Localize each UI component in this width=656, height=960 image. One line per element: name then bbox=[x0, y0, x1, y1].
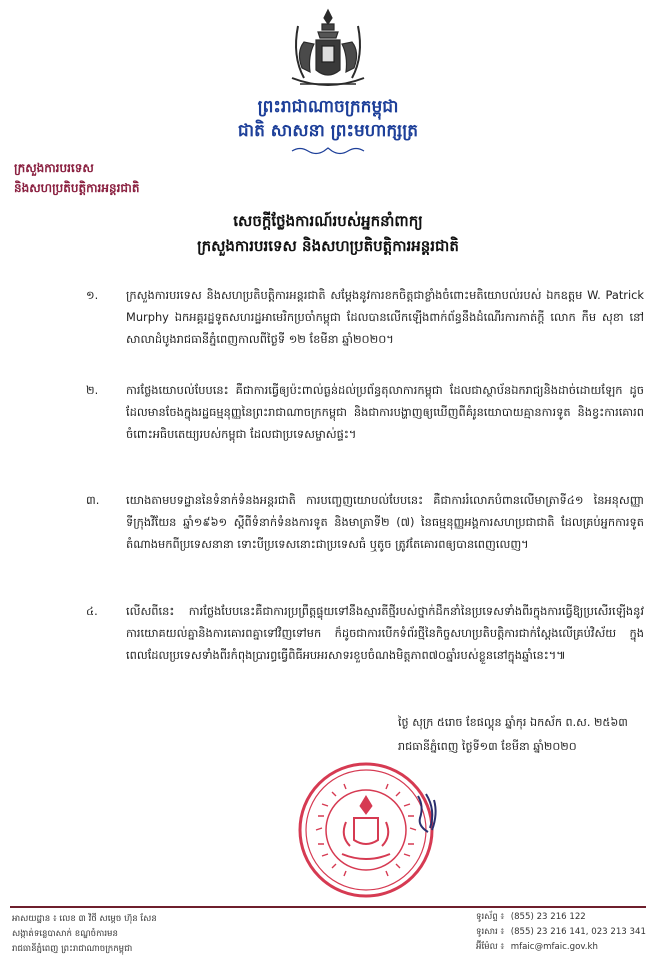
paragraph-2 bbox=[86, 379, 644, 445]
solar-date: រាជធានីភ្នំពេញ ថ្ងៃទី១៣ ខែមីនា ឆ្នាំ២០២០ bbox=[398, 740, 577, 753]
paragraph-number: ១. bbox=[86, 288, 99, 302]
kingdom-heading: ព្រះរាជាណាចក្រកម្ពុជា bbox=[257, 97, 399, 117]
paragraph-3 bbox=[86, 489, 644, 555]
ministry-name-line2: និងសហប្រតិបត្តិការអន្តរជាតិ bbox=[14, 181, 140, 195]
ornament-divider bbox=[290, 146, 366, 156]
paragraph-4 bbox=[86, 600, 644, 666]
ministry-name-line1: ក្រសួងការបរទេស bbox=[14, 161, 94, 175]
phone-label: ទូរស័ព្ទ ៖ bbox=[476, 912, 505, 922]
footer-divider bbox=[10, 906, 646, 908]
royal-emblem bbox=[278, 6, 378, 94]
paragraph-number: ៤. bbox=[86, 604, 98, 618]
paragraph-number: ២. bbox=[86, 383, 99, 397]
phone-row bbox=[476, 912, 586, 924]
address-line-2: សង្កាត់ទន្លេបាសាក់ ខណ្ឌចំការមន bbox=[12, 929, 118, 939]
signature-mark bbox=[408, 790, 448, 840]
fax-row bbox=[476, 927, 646, 939]
paragraph-number: ៣. bbox=[86, 493, 100, 507]
address-line-3: រាជធានីភ្នំពេញ ព្រះរាជាណាចក្រកម្ពុជា bbox=[12, 944, 133, 954]
lunar-date: ថ្ងៃ សុក្រ ៥រោច ខែផល្គុន ឆ្នាំកុរ ឯកស័ក ព.ស. ២៥៦៣ bbox=[398, 716, 628, 729]
email-label: អ៊ីម៉ែល ៖ bbox=[476, 942, 505, 952]
paragraph-1 bbox=[86, 284, 644, 350]
paragraph-text: ក្រសួងការបរទេស និងសហប្រតិបត្តិការអន្តរជាតិ សម្ដែងនូវការខកចិត្តជាខ្លាំងចំពោះមតិយោបល់របស់ ឯកឧត្ដម W. Patrick Murphy ឯកអគ្គរដ្ឋទូតសហរដ្ឋអាមេរិកប្រចាំកម្ពុជា ដែលបានលើកឡើងពាក់ព័ន្ធនឹងដំណើរការកាត់ក្ដី លោក កឹម សុខា នៅសាលាដំបូងរាជធានីភ្នំពេញកាលពីថ្ងៃទី ១២ ខែមីនា ឆ្នាំ២០២០។ bbox=[126, 288, 644, 346]
statement-subtitle: ក្រសួងការបរទេស និងសហប្រតិបត្តិការអន្តរជាតិ bbox=[197, 237, 459, 255]
paragraph-text: លើសពីនេះ ការថ្លែងបែបនេះគឺជាការប្រព្រឹត្តផ្ទុយទៅនឹងស្មារតីថ្មីរបស់ថ្នាក់ដឹកនាំនៃប្រទេសទាំងពីរក្នុងការធ្វើឱ្យប្រសើរឡើងនូវការយោគយល់គ្នានិងការគោរពគ្នាទៅវិញទៅមក ក៏ដូចជាការបើកទំព័រថ្មីនៃកិច្ចសហប្រតិបត្តិការជាក់ស្ដែងលើគ្រប់វិស័យ ក្នុងពេលដែលប្រទេសទាំងពីរកំពុងប្រារព្ធធ្វើពិធីអបអរសាទរខួបចំណងមិត្តភាព៧០ឆ្នាំរបស់ខ្លួននៅក្នុងឆ្នាំនេះ។៕ bbox=[126, 604, 644, 662]
phone-value: (855) 23 216 122 bbox=[510, 912, 586, 922]
email-row bbox=[476, 942, 598, 954]
paragraph-text: ការថ្លែងយោបល់បែបនេះ គឺជាការធ្វើឲ្យប៉ះពាល់ធ្ងន់ដល់ប្រព័ន្ធតុលាការកម្ពុជា ដែលជាស្ថាប័នឯករាជ្យនិងដាច់ដោយឡែក ដូចដែលមានចែងក្នុងរដ្ឋធម្មនុញ្ញនៃព្រះរាជាណាចក្រកម្ពុជា និងជាការបង្ហាញឲ្យឃើញពីគំរូនយោបាយគ្មានការទូត និងខ្វះការគោរពចំពោះអធិបតេយ្យរបស់កម្ពុជា ដែលជាប្រទេសម្ចាស់ផ្ទះ។ bbox=[126, 383, 644, 441]
statement-title: សេចក្ដីថ្លែងការណ៍របស់អ្នកនាំពាក្យ bbox=[233, 212, 423, 230]
motto-heading: ជាតិ សាសនា ព្រះមហាក្សត្រ bbox=[237, 121, 419, 141]
fax-value: (855) 23 216 141, 023 213 341 bbox=[510, 927, 646, 937]
address-line-1: អាសយដ្ឋាន ៖ លេខ ៣ វិថី សម្ដេច ហ៊ុន សែន bbox=[12, 914, 157, 924]
paragraph-text: យោងតាមបទដ្ឋាននៃទំនាក់ទំនងអន្តរជាតិ ការបញ្ចេញយោបល់បែបនេះ គឺជាការរំលោភបំពានលើមាត្រាទី៤១ នៃអនុសញ្ញាទីក្រុងវីយែន ឆ្នាំ១៩៦១ ស្ដីពីទំនាក់ទំនងការទូត និងមាត្រាទី២ (៧) នៃធម្មនុញ្ញអង្គការសហប្រជាជាតិ ដែលគ្រប់អ្នកការទូតតំណាងមកពីប្រទេសនានា ទោះបីប្រទេសនោះជាប្រទេសធំ ឬតូច ត្រូវតែគោរពឲ្យបានពេញលេញ។ bbox=[126, 493, 644, 551]
fax-label: ទូរសារ ៖ bbox=[476, 927, 505, 937]
email-value: mfaic@mfaic.gov.kh bbox=[510, 942, 598, 952]
